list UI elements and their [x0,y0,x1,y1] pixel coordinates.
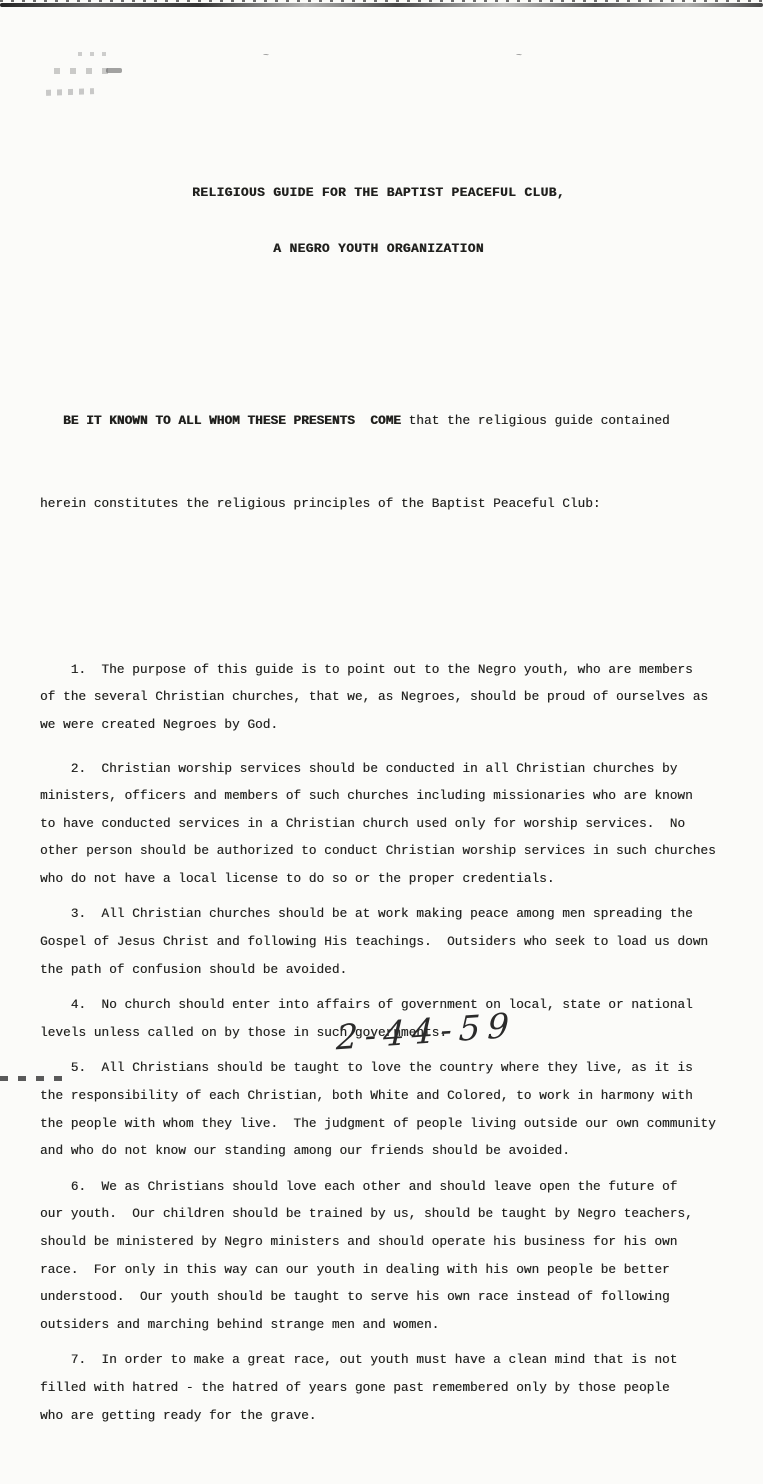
handwritten-annotation: 2-44-59 [335,1005,517,1059]
text-line: the responsibility of each Christian, both White and Colored, to work in harmony with [40,1088,693,1104]
text-line: understood. Our youth should be taught to serve his own race instead of following [40,1289,670,1305]
numbered-paragraph [40,656,717,739]
preamble-lead-rest: that the religious guide contained [400,413,670,429]
document-body [40,297,717,1484]
text-line: should be ministered by Negro ministers and should operate his business for his own [40,1234,678,1249]
preamble-line-1 [40,407,717,435]
text-line: of the several Christian churches, that we, as Negroes, should be proud of ourselves as [40,689,709,705]
scan-speck: ~ [263,51,270,62]
text-line: and who do not know our standing among our friends should be avoided. [40,1143,570,1159]
text-line: who do not have a local license to do so or the proper credentials. [40,870,555,886]
text-line: we were created Negroes by God. [40,716,279,732]
text-line: the path of confusion should be avoided. [40,961,348,977]
title-line-1: RELIGIOUS GUIDE FOR THE BAPTIST PEACEFUL CLUB, [192,185,565,200]
text-line: Gospel of Jesus Christ and following His teachings. Outsiders who seek to load us down [40,934,709,950]
preamble-indent [40,413,63,428]
text-line: who are getting ready for the grave. [40,1407,317,1423]
numbered-paragraph [40,755,717,893]
text-line: ministers, officers and members of such churches including missionaries who are known [40,788,693,804]
text-line: 2. Christian worship services should be conducted in all Christian churches by [40,760,678,776]
text-line: levels unless called on by those in such governments. [40,1024,448,1040]
scan-speck: ~ [516,51,523,62]
text-line: race. For only in this way can our youth in dealing with his own people be better [40,1261,670,1277]
text-line: the people with whom they live. The judgment of people living outside our own community [40,1115,716,1131]
preamble-lead-text: BE IT KNOWN TO ALL WHOM THESE PRESENTS COME [63,413,401,429]
title-line-2: A NEGRO YOUTH ORGANIZATION [273,240,484,256]
preamble-line-2: herein constitutes the religious principles of the Baptist Peaceful Club: [40,496,601,512]
text-line: outsiders and marching behind strange men and women. [40,1316,440,1332]
text-line: to have conducted services in a Christian church used only for worship services. No [40,815,686,831]
text-line: our youth. Our children should be trained by us, should be taught by Negro teachers, [40,1206,693,1222]
text-line: 6. We as Christians should love each other and should leave open the future of [40,1178,678,1194]
text-line: filled with hatred - the hatred of years gone past remembered only by those people [40,1379,670,1395]
text-line: other person should be authorized to conduct Christian worship services in such churches [40,843,716,859]
numbered-paragraph [40,900,717,983]
text-line: 1. The purpose of this guide is to point out to the Negro youth, who are members [40,661,693,677]
preamble-paragraph [40,352,717,573]
text-line: 3. All Christian churches should be at work making peace among men spreading the [40,906,693,922]
text-line: 7. In order to make a great race, out youth must have a clean mind that is not [40,1352,678,1368]
numbered-paragraph [40,1054,717,1164]
text-line: 5. All Christians should be taught to love the country where they live, as it is [40,1060,693,1076]
text-line: 4. No church should enter into affairs of government on local, state or national [40,997,693,1013]
numbered-paragraph [40,1346,717,1429]
document-title [40,147,717,295]
numbered-paragraph [40,1173,717,1339]
